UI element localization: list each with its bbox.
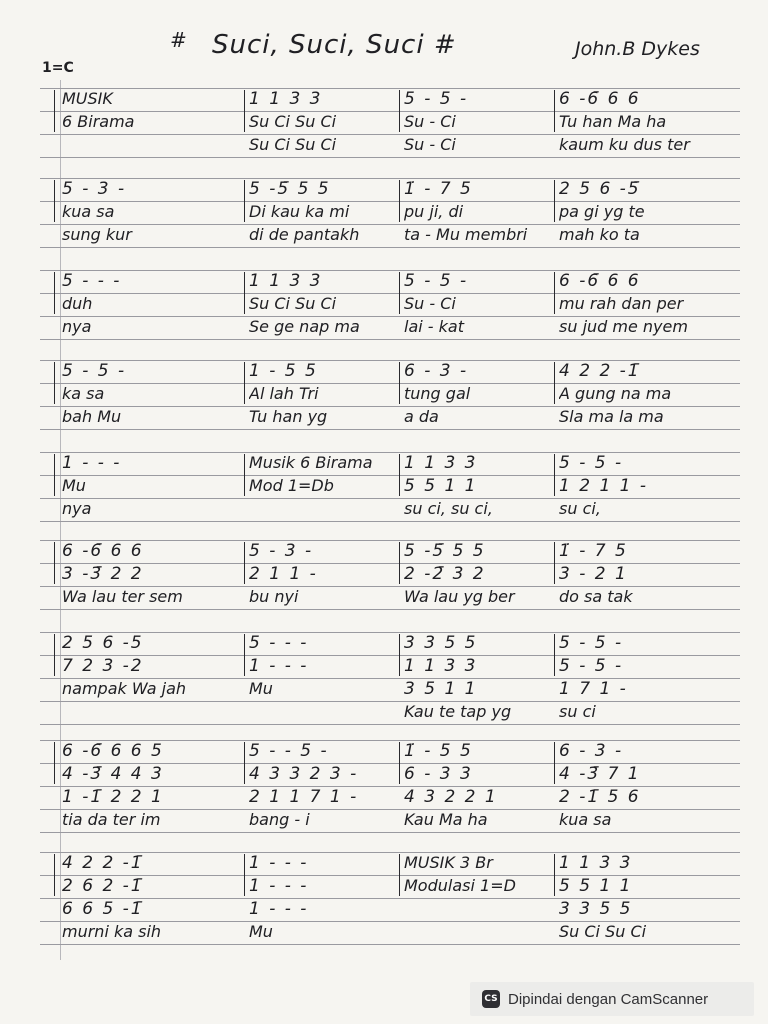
staff-row	[40, 316, 740, 338]
lyric-cell: su ci, su ci,	[404, 499, 493, 518]
lyric-cell: Kau Ma ha	[404, 810, 488, 829]
note-cell: 5 5 1 1	[559, 876, 633, 896]
staff-row	[40, 809, 740, 831]
lyric-cell: Mu	[249, 679, 273, 698]
lyric-cell: Sla ma la ma	[559, 407, 664, 426]
note-cell: 1 - - -	[249, 899, 309, 919]
lyric-cell: bang - i	[249, 810, 310, 829]
lyric-cell: Wa lau yg ber	[404, 587, 515, 606]
note-cell: 6 - 3 -	[559, 741, 624, 761]
lyric-cell: duh	[62, 294, 93, 313]
note-cell: 1 1 3 3	[404, 453, 478, 473]
note-cell: 6 -6̄ 6 6	[62, 541, 144, 561]
staff-row	[40, 563, 740, 585]
note-cell: 1 - - -	[249, 853, 309, 873]
note-cell: 3 -3̄ 2 2	[62, 564, 144, 584]
staff-row	[40, 498, 740, 520]
lyric-cell: 6 Birama	[62, 112, 135, 131]
note-cell: 5 - 5 -	[559, 656, 624, 676]
ruled-line	[40, 521, 740, 522]
lyric-cell: Su - Ci	[404, 135, 456, 154]
lyric-cell: kua sa	[62, 202, 115, 221]
composer-name: John.B Dykes	[575, 38, 700, 60]
lyric-cell: Su Ci Su Ci	[249, 112, 337, 131]
note-cell: 1 1 3 3	[249, 271, 323, 291]
staff-row	[40, 406, 740, 428]
staff-row	[40, 134, 740, 156]
lyric-cell: Mu	[249, 922, 273, 941]
staff-row	[40, 270, 740, 292]
ruled-line	[40, 429, 740, 430]
staff-row	[40, 678, 740, 700]
lyric-cell: sung kur	[62, 225, 132, 244]
note-cell: 1 1 3 3	[559, 853, 633, 873]
lyric-cell: mu rah dan per	[559, 294, 684, 313]
lyric-cell: a da	[404, 407, 439, 426]
lyric-cell: Al lah Tri	[249, 384, 319, 403]
cs-logo-icon: CS	[482, 990, 500, 1008]
lyric-cell	[404, 898, 554, 920]
lyric-cell: MUSIK	[62, 89, 113, 108]
lyric-cell	[62, 701, 212, 723]
note-cell: 3 - 2 1	[559, 564, 628, 584]
staff-row	[40, 852, 740, 874]
note-cell: 5 -5̄ 5 5	[249, 179, 331, 199]
lyric-cell: Su Ci Su Ci	[249, 135, 337, 154]
staff-row	[40, 632, 740, 654]
song-title: Suci, Suci, Suci #	[212, 30, 457, 60]
staff-row	[40, 540, 740, 562]
ruled-line	[40, 944, 740, 945]
staff-row	[40, 701, 740, 723]
note-cell: 5 - 3 -	[249, 541, 314, 561]
lyric-cell: Tu han Ma ha	[559, 112, 667, 131]
staff-row	[40, 475, 740, 497]
note-cell: 5 - 5 -	[559, 633, 624, 653]
ruled-line	[40, 724, 740, 725]
note-cell: 2 -1̄ 5 6	[559, 787, 641, 807]
staff-row	[40, 740, 740, 762]
key-signature: 1=C	[42, 60, 74, 76]
note-cell: 5 - 5 -	[62, 361, 127, 381]
lyric-cell: nampak Wa jah	[62, 679, 187, 698]
note-cell: 5 - 5 -	[404, 271, 469, 291]
note-cell: 5 - - -	[62, 271, 122, 291]
lyric-cell: bu nyi	[249, 587, 299, 606]
lyric-cell: bah Mu	[62, 407, 122, 426]
lyric-cell: tung gal	[404, 384, 471, 403]
note-cell: 4 2 2 -1̄	[559, 361, 641, 381]
lyric-cell: A gung na ma	[559, 384, 672, 403]
note-cell: 1 -1̄ 2 2 1	[62, 787, 164, 807]
note-cell: 6 -6̄ 6 6 5	[62, 741, 164, 761]
note-cell: 5 -5̄ 5 5	[404, 541, 486, 561]
lyric-cell: Mu	[62, 476, 86, 495]
lyric-cell: kaum ku dus ter	[559, 135, 690, 154]
lyric-cell	[404, 921, 554, 943]
note-cell: 5 5 1 1	[404, 476, 478, 496]
staff-row	[40, 655, 740, 677]
lyric-cell: lai - kat	[404, 317, 464, 336]
note-cell: 1 - - -	[249, 876, 309, 896]
staff-row	[40, 452, 740, 474]
note-cell: 2 5 6 -5	[62, 633, 144, 653]
note-cell: 4 3 3 2 3 -	[249, 764, 359, 784]
lyric-cell: Wa lau ter sem	[62, 587, 183, 606]
lyric-cell: su ci,	[559, 499, 601, 518]
ruled-line	[40, 157, 740, 158]
staff-row	[40, 921, 740, 943]
lyric-cell: tia da ter im	[62, 810, 161, 829]
note-cell: 5 - - -	[249, 633, 309, 653]
lyric-cell: nya	[62, 499, 92, 518]
note-cell: 1̇ - 7 5	[404, 179, 473, 199]
ruled-line	[40, 247, 740, 248]
note-cell: 7 2 3 -2	[62, 656, 144, 676]
note-cell: 6 -6̄ 6 6	[559, 89, 641, 109]
ruled-line	[40, 832, 740, 833]
note-cell: 6 - 3 3	[404, 764, 473, 784]
staff-row	[40, 763, 740, 785]
lyric-cell: pa gi yg te	[559, 202, 645, 221]
ruled-line	[40, 609, 740, 610]
note-cell: 1 - - -	[249, 656, 309, 676]
lyric-cell: Se ge nap ma	[249, 317, 360, 336]
note-cell: 2 1 1 7 1 -	[249, 787, 359, 807]
note-cell: 1̇ - 5 5	[404, 741, 473, 761]
lyric-cell: ka sa	[62, 384, 105, 403]
watermark-text: Dipindai dengan CamScanner	[508, 990, 709, 1008]
lyric-cell: ta - Mu membri	[404, 225, 528, 244]
lyric-cell: Tu han yg	[249, 407, 328, 426]
note-cell: 4 2 2 -1̄	[62, 853, 144, 873]
staff-row	[40, 786, 740, 808]
scanner-watermark	[470, 982, 754, 1016]
staff-row	[40, 293, 740, 315]
note-cell: 3 3 5 5	[559, 899, 633, 919]
sharp-mark: #	[170, 28, 187, 52]
note-cell: 6 -6̄ 6 6	[559, 271, 641, 291]
staff-row	[40, 875, 740, 897]
lyric-cell	[249, 498, 399, 520]
note-cell: 6 6 5 -1̄	[62, 899, 144, 919]
staff-row	[40, 201, 740, 223]
lyric-cell: nya	[62, 317, 92, 336]
lyric-cell: Su Ci Su Ci	[249, 294, 337, 313]
lyric-cell: su ci	[559, 702, 596, 721]
note-cell: 1 1 3 3	[404, 656, 478, 676]
staff-row	[40, 360, 740, 382]
note-cell: 2 -2̄ 3 2	[404, 564, 486, 584]
lyric-cell: Di kau ka mi	[249, 202, 350, 221]
note-cell: 1̇ - 7 5	[559, 541, 628, 561]
note-cell: 3 3 5 5	[404, 633, 478, 653]
note-cell: 2 1 1 -	[249, 564, 318, 584]
staff-row	[40, 224, 740, 246]
lyric-cell: Su Ci Su Ci	[559, 922, 647, 941]
note-cell: 5 - 5 -	[559, 453, 624, 473]
lyric-cell	[249, 701, 399, 723]
note-cell: 3 5 1 1	[404, 679, 478, 699]
note-cell: 2 6 2 -1̄	[62, 876, 144, 896]
note-cell: 1 - 5 5	[249, 361, 318, 381]
lyric-cell	[62, 134, 212, 156]
note-cell: 1 - - -	[62, 453, 122, 473]
note-cell: 2 5 6 -5̄	[559, 179, 641, 199]
lyric-cell: do sa tak	[559, 587, 633, 606]
lyric-cell: murni ka sih	[62, 922, 162, 941]
lyric-cell: Mod 1=Db	[249, 476, 334, 495]
lyric-cell: su jud me nyem	[559, 317, 688, 336]
lyric-cell: Su - Ci	[404, 294, 456, 313]
lyric-cell: kua sa	[559, 810, 612, 829]
staff-row	[40, 178, 740, 200]
lyric-cell: di de pantakh	[249, 225, 360, 244]
note-cell: 4 3 2 2 1	[404, 787, 498, 807]
lyric-cell: mah ko ta	[559, 225, 640, 244]
note-cell: 1 1 3 3	[249, 89, 323, 109]
staff-row	[40, 88, 740, 110]
ruled-line	[40, 339, 740, 340]
lyric-cell: Kau te tap yg	[404, 702, 512, 721]
lyric-cell: Su - Ci	[404, 112, 456, 131]
lyric-cell: Modulasi 1=D	[404, 876, 516, 895]
staff-row	[40, 383, 740, 405]
note-cell: 5 - 5 -	[404, 89, 469, 109]
note-cell: 1 2 1 1 -	[559, 476, 649, 496]
note-cell: 1 7 1 -	[559, 679, 628, 699]
note-cell: 5 - - 5 -	[249, 741, 329, 761]
staff-row	[40, 586, 740, 608]
lyric-cell: Musik 6 Birama	[249, 453, 373, 472]
note-cell: 6 - 3 -	[404, 361, 469, 381]
staff-row	[40, 111, 740, 133]
lyric-cell: pu ji, di	[404, 202, 464, 221]
note-cell: 4 -3̄ 4 4 3	[62, 764, 164, 784]
note-cell: 4 -3̄ 7 1	[559, 764, 641, 784]
staff-row	[40, 898, 740, 920]
lyric-cell: MUSIK 3 Br	[404, 853, 493, 872]
note-cell: 5 - 3 -	[62, 179, 127, 199]
